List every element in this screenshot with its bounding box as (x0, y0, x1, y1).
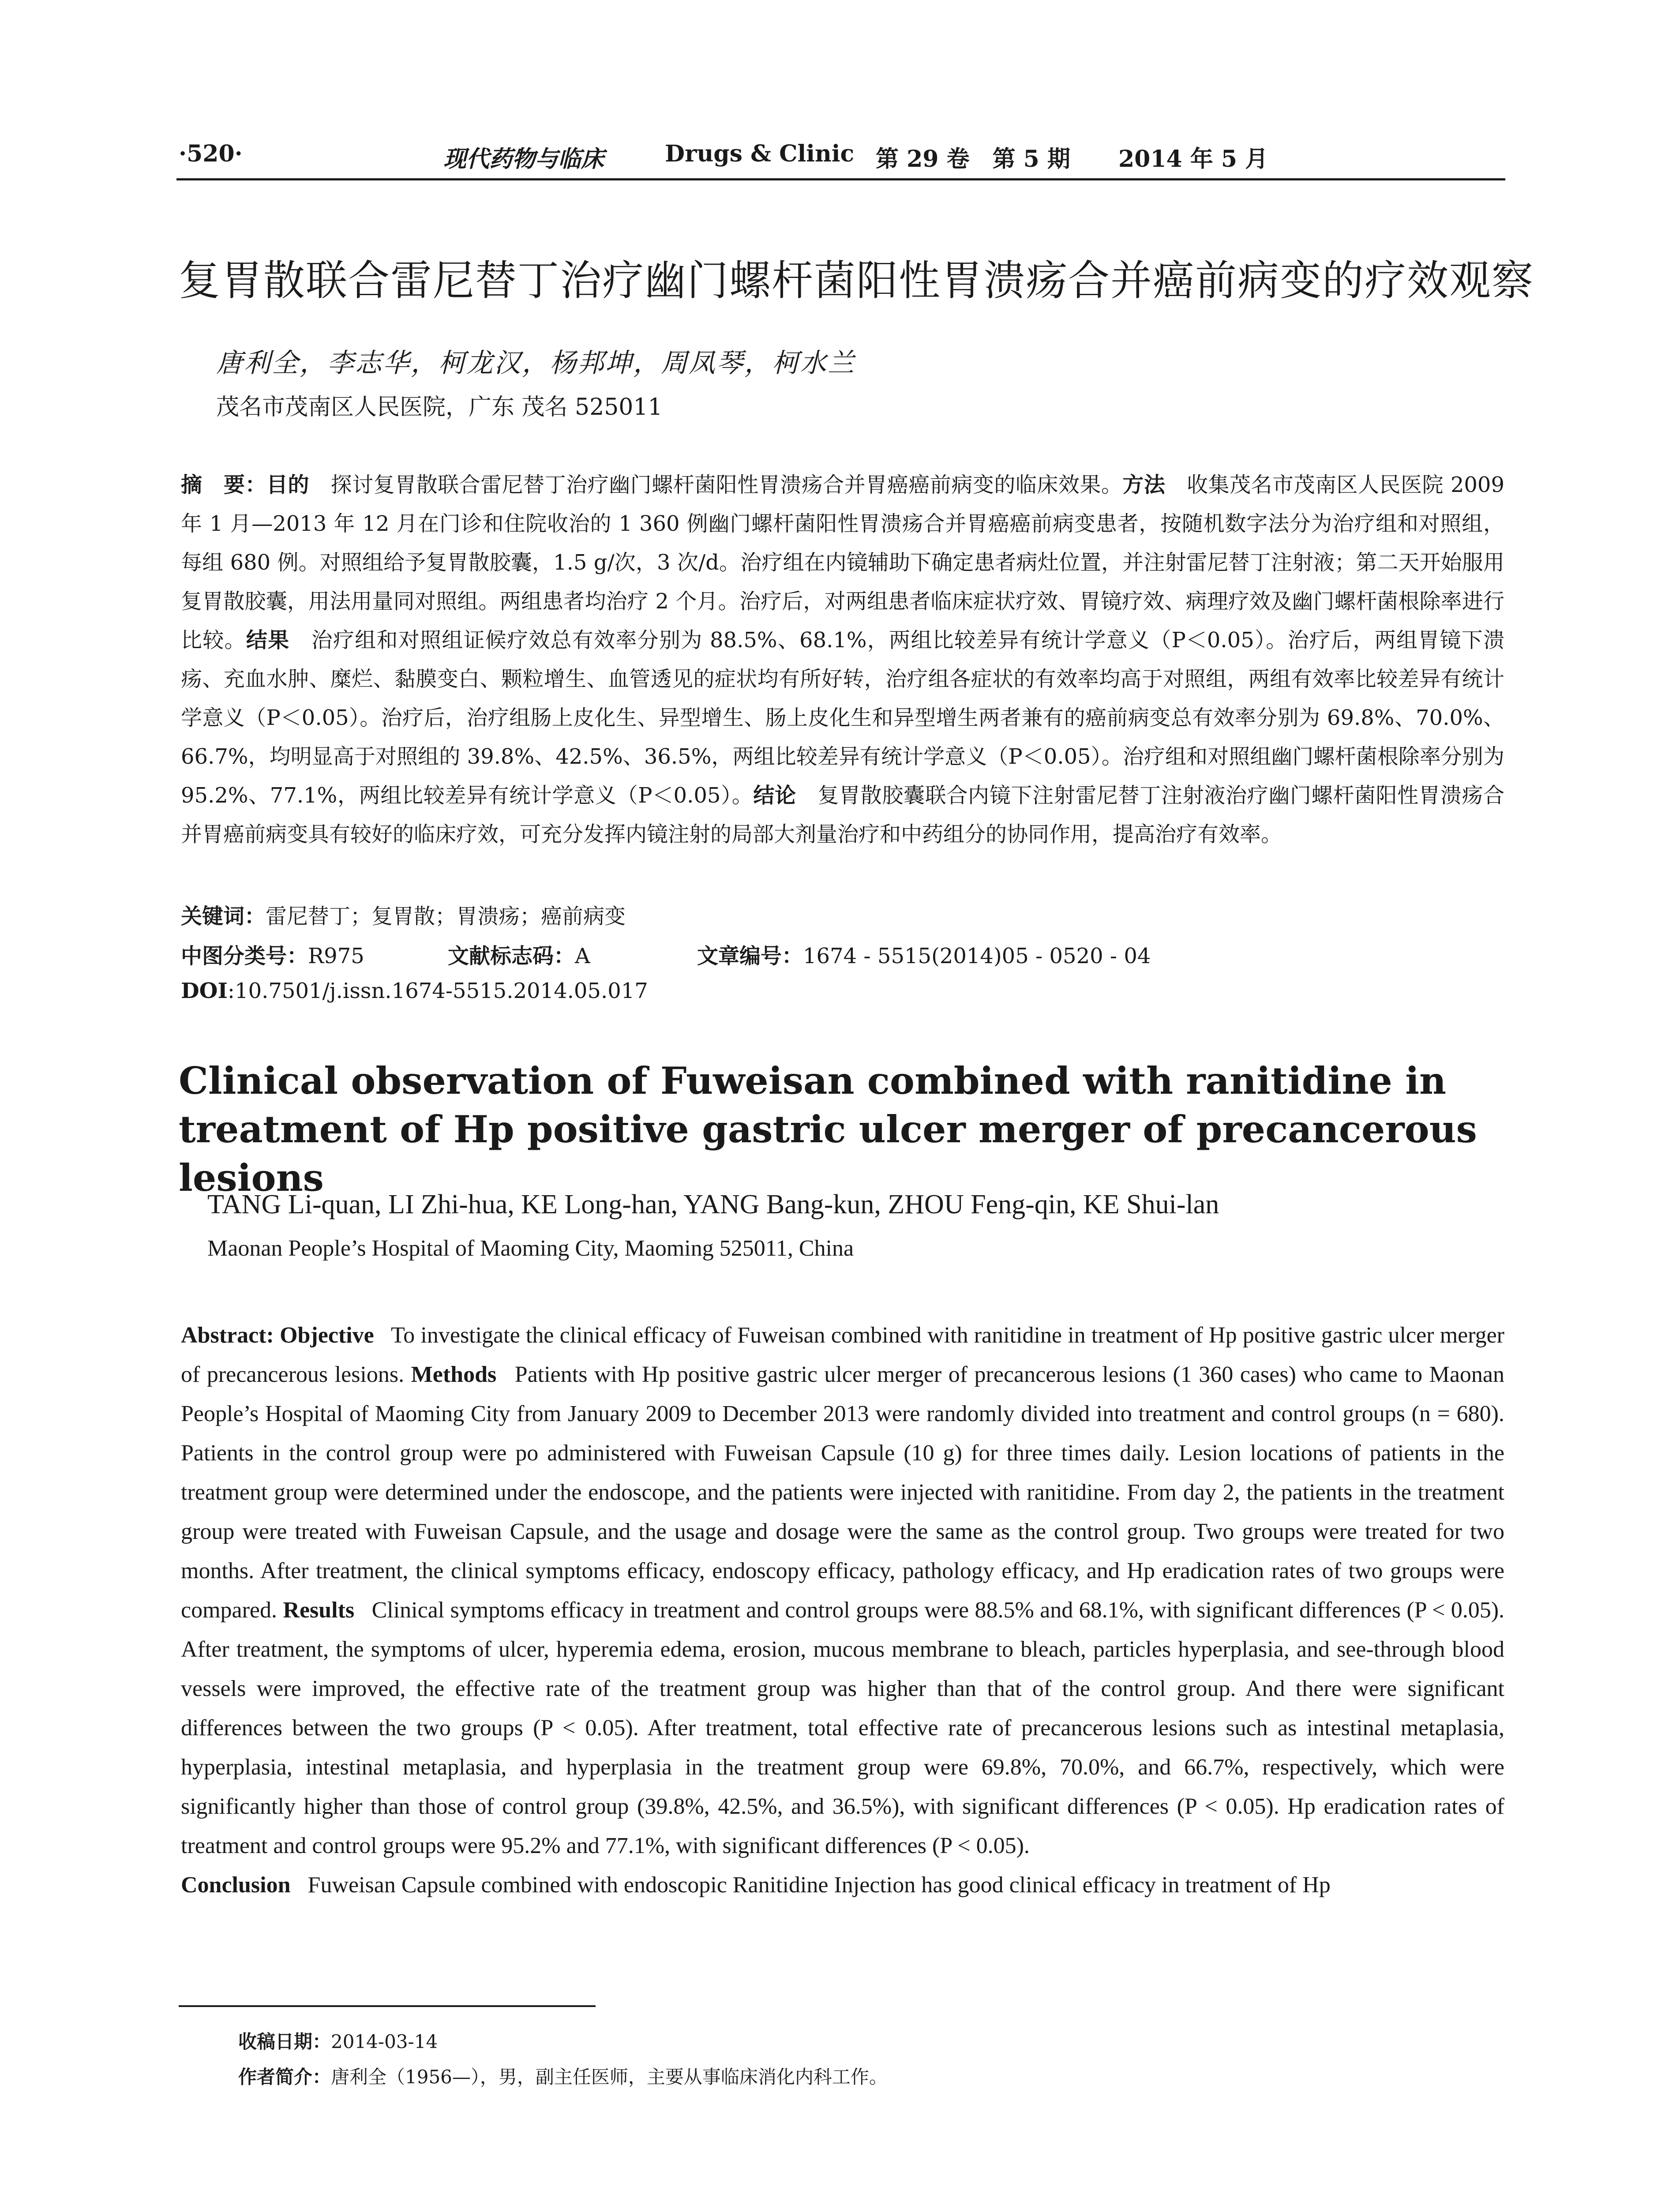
affiliation-cn: 茂名市茂南区人民医院，广东 茂名 525011 (216, 394, 663, 420)
received-label: 收稿日期： (238, 2031, 331, 2052)
affiliation-en: Maonan People’s Hospital of Maoming City, Maoming 525011, China (207, 1236, 854, 1261)
journal-name-en: Drugs & Clinic (665, 140, 855, 167)
journal-name-cn: 现代药物与临床 (443, 146, 604, 173)
objective-text-cn: 探讨复胃散联合雷尼替丁治疗幽门螺杆菌阳性胃溃疡合并胃癌癌前病变的临床效果。 (330, 473, 1123, 497)
footnote-rule (179, 2005, 596, 2007)
methods-label-en: Methods (411, 1362, 497, 1387)
abstract-label-cn: 摘 要： (181, 473, 267, 497)
doc-code-label: 文献标志码： (448, 944, 575, 968)
results-text-cn: 治疗组和对照组证候疗效总有效率分别为 88.5%、68.1%，两组比较差异有统计学意义（P＜0.05）。治疗后，两组胃镜下溃疡、充血水肿、糜烂、黏膜变白、颗粒增生、血管透见的症状均有所好转，治疗组各症状的有效率均高于对照组，两组有效率比较差异有统计学意义（P＜0.05）。治疗后，治疗组肠上皮化生、异型增生、肠上皮化生和异型增生两者兼有的癌前病变总有效率分别为 69.8%、70.0%、66.7%，均明显高于对照组的 39.8%、42.5%、36.5%，两组比较差异有统计学意义（P＜0.05）。治疗组和对照组幽门螺杆菌根除率分别为 95.2%、77.1%，两组比较差异有统计学意义（P＜0.05）。 (181, 628, 1504, 808)
clc-label: 中图分类号： (181, 944, 308, 968)
doi-value: :10.7501/j.issn.1674-5515.2014.05.017 (227, 979, 648, 1003)
results-label-cn: 结果 (246, 628, 290, 653)
author-bio-value: 唐利全（1956—），男，副主任医师，主要从事临床消化内科工作。 (331, 2066, 888, 2088)
conclusion-text-cn: 复胃散胶囊联合内镜下注射雷尼替丁注射液治疗幽门螺杆菌阳性胃溃疡合并胃癌前病变具有较好的临床疗效，可充分发挥内镜注射的局部大剂量治疗和中药组分的协同作用，提高治疗有效率。 (181, 783, 1504, 847)
authors-en: TANG Li-quan, LI Zhi-hua, KE Long-han, YANG Bang-kun, ZHOU Feng-qin, KE Shui-lan (207, 1189, 1219, 1219)
conclusion-label-en: Conclusion (181, 1872, 291, 1898)
article-no-value: 1674 - 5515(2014)05 - 0520 - 04 (803, 944, 1151, 968)
issue-date: 2014 年 5 月 (1118, 146, 1268, 173)
conclusion-text-en: Fuweisan Capsule combined with endoscopic Ranitidine Injection has good clinical efficacy in treatment of Hp (308, 1872, 1331, 1898)
conclusion-label-cn: 结论 (753, 783, 796, 808)
article-title-cn: 复胃散联合雷尼替丁治疗幽门螺杆菌阳性胃溃疡合并癌前病变的疗效观察 (179, 257, 1534, 305)
clc-cell (181, 939, 364, 969)
clc-value: R975 (308, 944, 364, 968)
running-header (179, 140, 1502, 171)
methods-label-cn: 方法 (1122, 473, 1166, 497)
classification-row (181, 939, 1504, 970)
article-title-en: Clinical observation of Fuweisan combined with ranitidine in treatment of Hp positive gastric ulcer merger of precancerous lesions (179, 1059, 1477, 1200)
objective-text-en: To investigate the clinical efficacy of Fuweisan combined with ranitidine in treatment of Hp positive gastric ulcer merger of precancerous lesions. (181, 1323, 1504, 1387)
page-number: ·520· (179, 140, 243, 167)
objective-label-en: Objective (280, 1323, 374, 1348)
doi-line (181, 979, 648, 1003)
keywords-cn (181, 899, 626, 930)
doi-label: DOI (181, 979, 228, 1003)
header-rule (176, 178, 1505, 180)
volume-issue: 第 29 卷 第 5 期 (876, 146, 1070, 173)
objective-label-cn: 目的 (266, 473, 310, 497)
received-date-note (238, 2027, 438, 2054)
author-bio-label: 作者简介： (238, 2066, 331, 2088)
article-no-label: 文章编号： (697, 944, 803, 968)
results-text-en: Clinical symptoms efficacy in treatment and control groups were 88.5% and 68.1%, with significant differences (P < 0.05). After treatment, the symptoms of ulcer, hyperemia edema, erosion, mucous membrane to bleach, particles hyperplasia, and see-through blood vessels were improved, the effective rate of the treatment group was higher than that of the control group. And there were significant differences between the two groups (P < 0.05). After treatment, total effective rate of precancerous lesions such as intestinal metaplasia, hyperplasia, intestinal metaplasia, and hyperplasia in the treatment group were 69.8%, 70.0%, and 66.7%, respectively, which were significantly higher than those of control group (39.8%, 42.5%, and 36.5%), with significant differences (P < 0.05). Hp eradication rates of treatment and control groups were 95.2% and 77.1%, with significant differences (P < 0.05). (181, 1598, 1505, 1858)
abstract-en (181, 1316, 1504, 1905)
methods-text-en: Patients with Hp positive gastric ulcer merger of precancerous lesions (1 360 cases) who came to Maonan People’s Hospital of Maoming City from January 2009 to December 2013 were randomly divided into treatment and control groups (n = 680). Patients in the control group were po administered with Fuweisan Capsule (10 g) for three times daily. Lesion locations of patients in the treatment group were determined under the endoscope, and the patients were injected with ranitidine. From day 2, the patients in the treatment group were treated with Fuweisan Capsule, and the usage and dosage were the same as the control group. Two groups were treated for two months. After treatment, the clinical symptoms efficacy, endoscopy efficacy, pathology efficacy, and Hp eradication rates of two groups were compared. (181, 1362, 1505, 1623)
results-label-en: Results (283, 1598, 355, 1623)
keywords-text: 雷尼替丁；复胃散；胃溃疡；癌前病变 (266, 904, 626, 929)
keywords-label: 关键词： (181, 904, 266, 929)
abstract-cn (181, 465, 1504, 854)
author-bio-note (238, 2063, 888, 2089)
article-no-cell (697, 939, 1151, 969)
doc-code-cell (448, 939, 590, 969)
authors-cn: 唐利全，李志华，柯龙汉，杨邦坤，周凤琴，柯水兰 (216, 348, 855, 379)
doc-code-value: A (575, 944, 590, 968)
received-value: 2014-03-14 (331, 2031, 438, 2052)
abstract-label-en: Abstract: (181, 1323, 274, 1348)
methods-text-cn: 收集茂名市茂南区人民医院 2009 年 1 月—2013 年 12 月在门诊和住院收治的 1 360 例幽门螺杆菌阳性胃溃疡合并胃癌癌前病变患者，按随机数字法分为治疗组和对照组，每组 680 例。对照组给予复胃散胶囊，1.5 g/次，3 次/d。治疗组在内镜辅助下确定患者病灶位置，并注射雷尼替丁注射液；第二天开始服用复胃散胶囊，用法用量同对照组。两组患者均治疗 2 个月。治疗后，对两组患者临床症状疗效、胃镜疗效、病理疗效及幽门螺杆菌根除率进行比较。 (181, 473, 1504, 653)
